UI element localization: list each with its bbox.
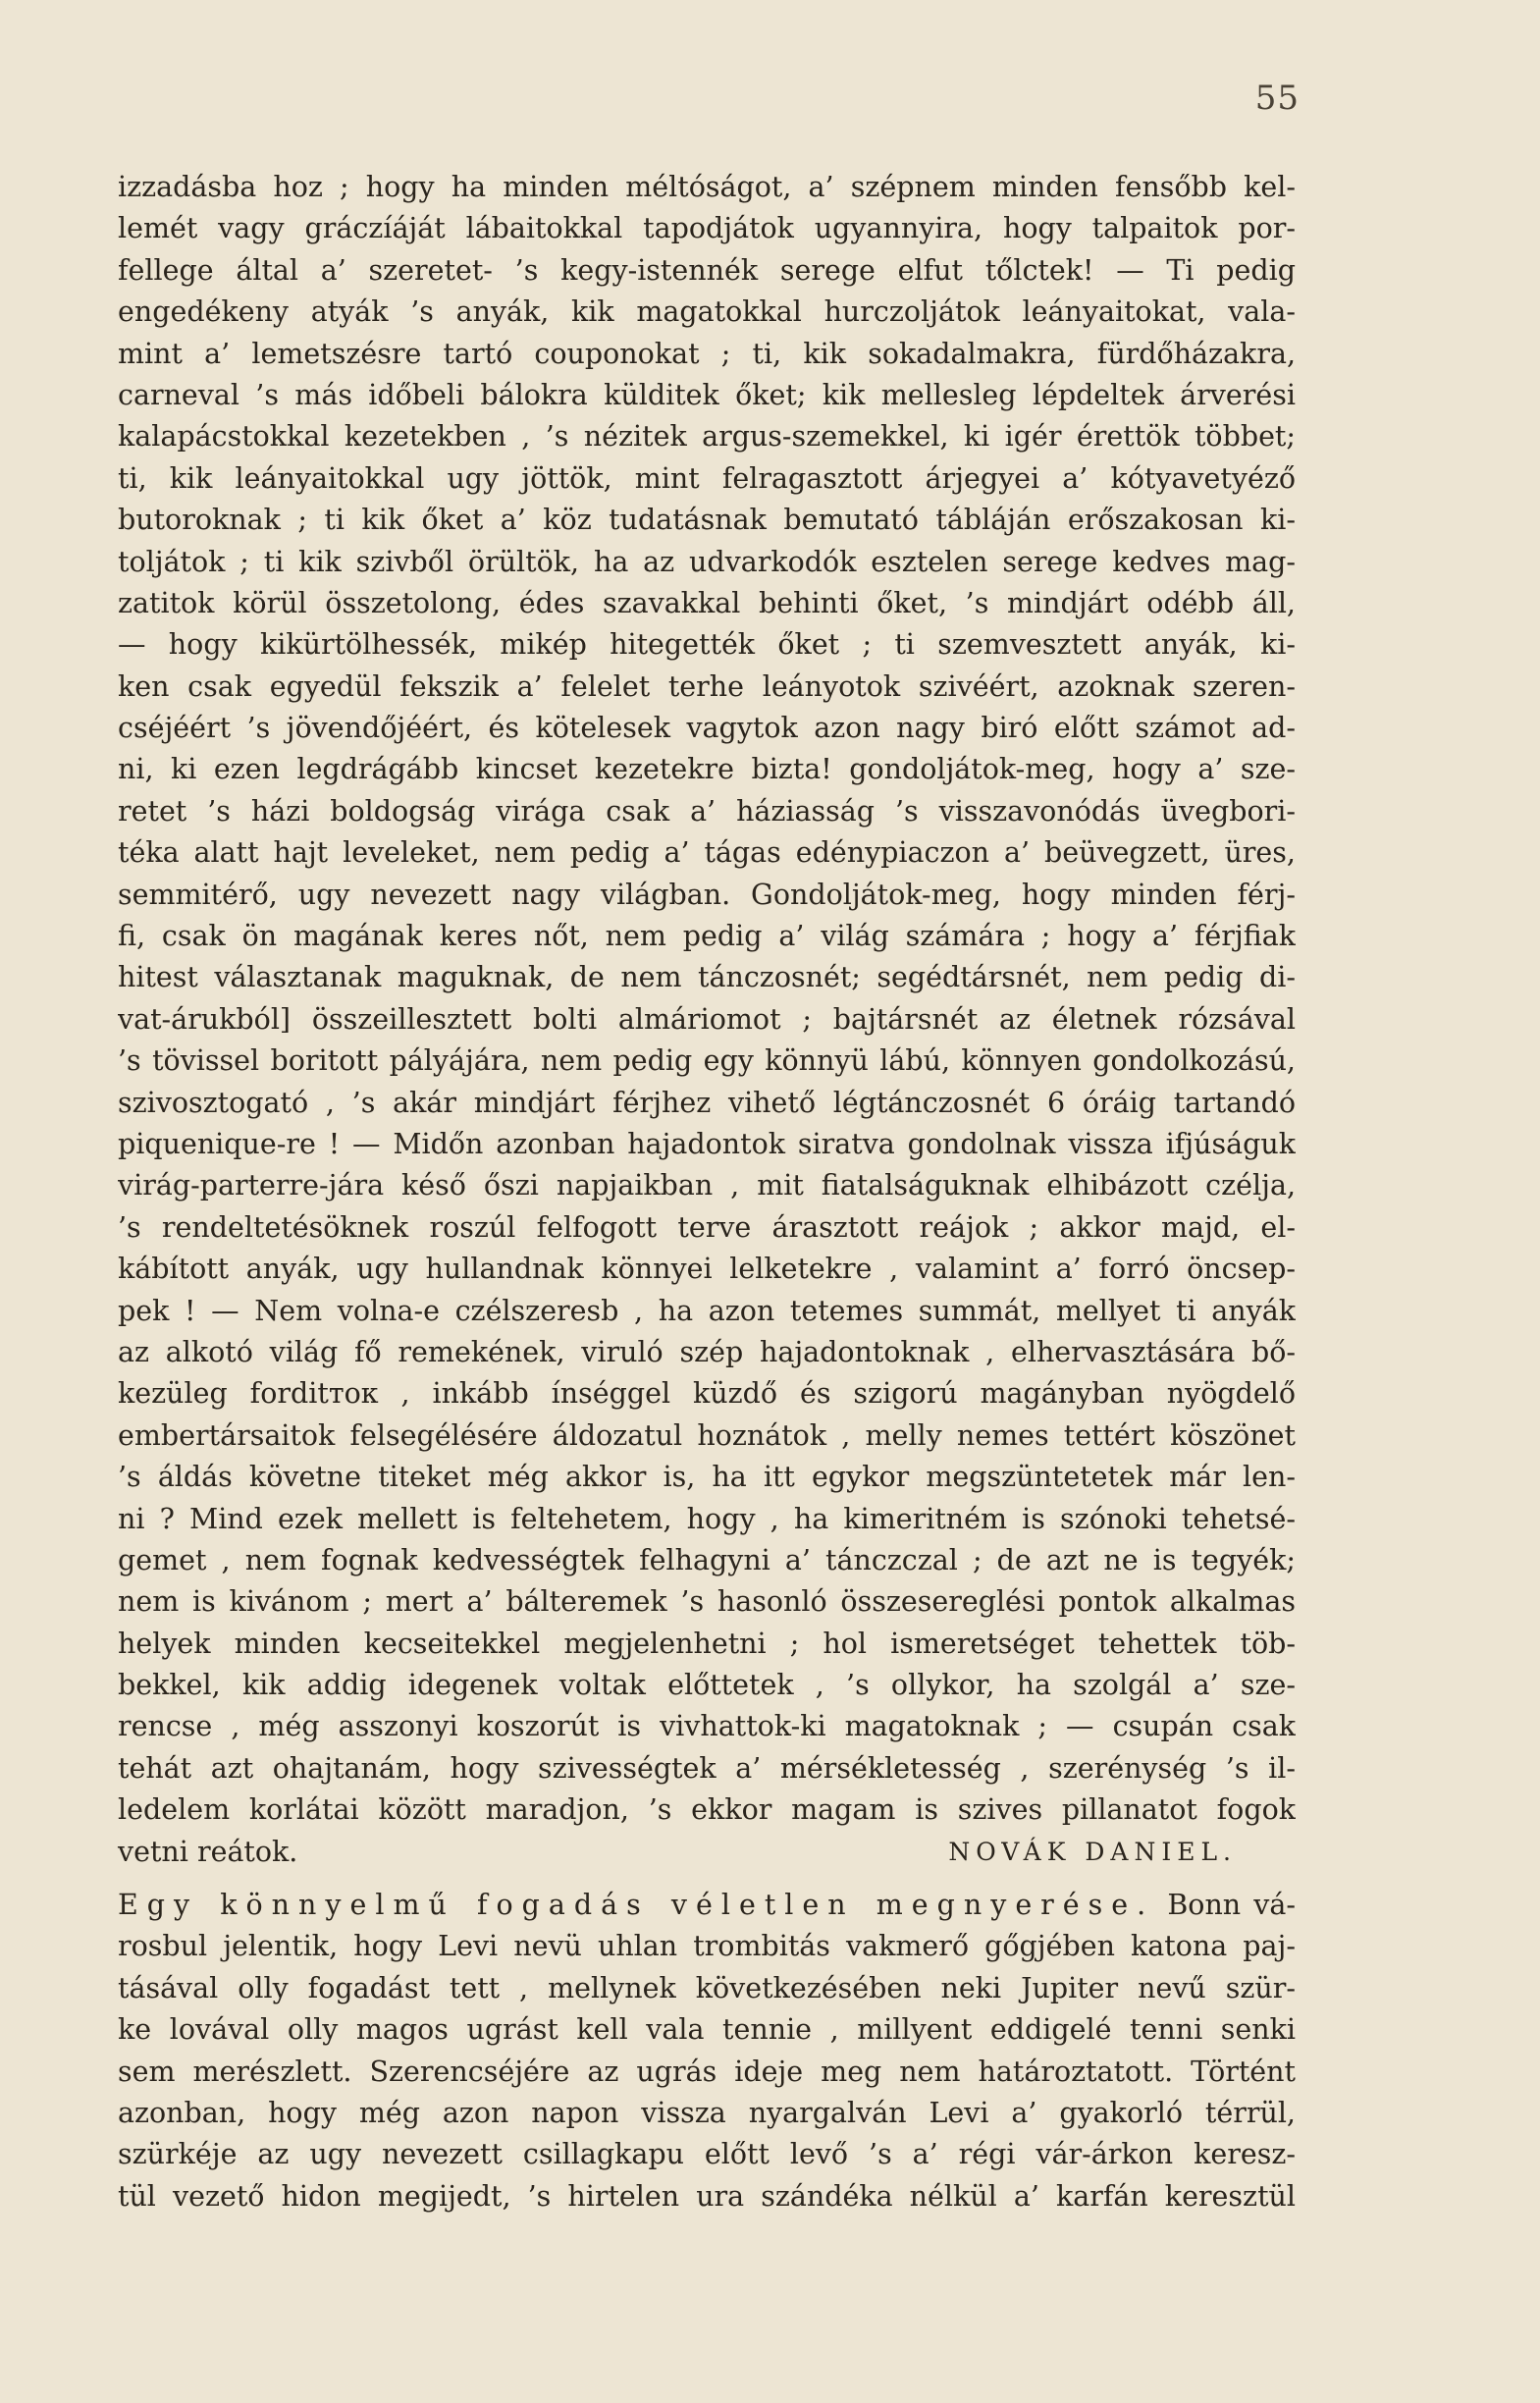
article-title-line (118, 1885, 1296, 1926)
text-line: ken csak egyedül fekszik a’ felelet terhe leányotok szivéért, azoknak szeren- (118, 669, 1296, 703)
text-line: fi, csak ön magának keres nőt, nem pedig a’ világ számára ; hogy a’ férjfiak (118, 920, 1296, 953)
text-line: virág-parterre-jára késő őszi napjaikban , mit fiatalságuknak elhibázott czélja, (118, 1169, 1296, 1202)
closing-text: vetni reátok. (118, 1835, 298, 1868)
text-line: téka alatt hajt leveleket, nem pedig a’ tágas edénypiaczon a’ beüvegzett, üres, (118, 836, 1296, 870)
article-title-rest: Bonn vá- (1167, 1889, 1296, 1922)
text-line: tül vezető hidon megijedt, ’s hirtelen ura szándéka nélkül a’ karfán keresztül (118, 2179, 1296, 2213)
article-closing-line (118, 1832, 1296, 1873)
text-line: azonban, hogy még azon napon vissza nyargalván Levi a’ gyakorló térrül, (118, 2096, 1296, 2129)
text-line: ke lovával olly magos ugrást kell vala tennie , millyent eddigelé tenni senki (118, 2013, 1296, 2047)
article-bet (118, 1885, 1296, 2217)
text-line: kezüleg forditток , inkább ínséggel küzdő és szigorú magányban nyögdelő (118, 1377, 1296, 1411)
article-novak (118, 167, 1296, 1832)
text-line: szürkéje az ugy nevezett csillagkapu előtt levő ’s a’ régi vár-árkon keresz- (118, 2138, 1296, 2171)
text-line: ti, kik leányaitokkal ugy jöttök, mint felragasztott árjegyei a’ kótyavetyéző (118, 461, 1296, 495)
text-line: fellege által a’ szeretet- ’s kegy-istennék serege elfut tőlctek! — Ti pedig (118, 253, 1296, 287)
text-line: retet ’s házi boldogság virága csak a’ háziasság ’s visszavonódás üvegbori- (118, 794, 1296, 828)
text-line: kábított anyák, ugy hullandnak könnyei lelketekre , valamint a’ forró öncsep- (118, 1253, 1296, 1286)
text-line: butoroknak ; ti kik őket a’ köz tudatásnak bemutató tábláján erőszakosan ki- (118, 504, 1296, 537)
text-line: tásával olly fogadást tett , mellynek következésében neki Jupiter nevű szür- (118, 1971, 1296, 2004)
page-text (118, 167, 1296, 2217)
text-line: ’s tövissel boritott pályájára, nem pedig egy könnyü lábú, könnyen gondolkozású, (118, 1044, 1296, 1078)
text-line: ni ? Mind ezek mellett is feltehetem, hogy , ha kimeritném is szónoki tehetsé- (118, 1502, 1296, 1535)
text-line: zatitok körül összetolong, édes szavakkal behinti őket, ’s mindjárt odébb áll, (118, 586, 1296, 619)
text-line: cséjéért ’s jövendőjéért, és kötelesek vagytok azon nagy biró előtt számot ad- (118, 712, 1296, 745)
text-line: — hogy kikürtölhessék, mikép hitegették őket ; ti szemvesztett anyák, ki- (118, 628, 1296, 662)
text-line: pek ! — Nem volna-e czélszeresb , ha azon tetemes summát, mellyet ti anyák (118, 1294, 1296, 1327)
text-line: toljátok ; ti kik szivből örültök, ha az udvarkodók esztelen serege kedves mag- (118, 545, 1296, 578)
text-line: nem is kivánom ; mert a’ bálteremek ’s hasonló összesereglési pontok alkalmas (118, 1585, 1296, 1619)
text-line: szivosztogató , ’s akár mindjárt férjhez vihető légtánczosnét 6 óráig tartandó (118, 1086, 1296, 1119)
text-line: kalapácstokkal kezetekben , ’s nézitek argus-szemekkel, ki igér érettök többet; (118, 420, 1296, 454)
text-line: engedékeny atyák ’s anyák, kik magatokkal hurczoljátok leányaitokat, vala- (118, 295, 1296, 329)
text-line: semmitérő, ugy nevezett nagy világban. Gondoljátok-meg, hogy minden férj- (118, 878, 1296, 911)
text-line: ni, ki ezen legdrágább kincset kezetekre bizta! gondoljátok-meg, hogy a’ sze- (118, 753, 1296, 786)
text-line: rosbul jelentik, hogy Levi nevü uhlan trombitás vakmerő gőgjében katona paj- (118, 1930, 1296, 1963)
text-line: tehát azt ohajtanám, hogy szivességtek a’ mérsékletesség , szerénység ’s il- (118, 1751, 1296, 1785)
text-line: vat-árukból] összeillesztett bolti almáriomot ; bajtársnét az életnek rózsával (118, 1002, 1296, 1036)
text-line: az alkotó világ fő remekének, viruló szép hajadontoknak , elhervasztására bő- (118, 1335, 1296, 1368)
article-title: Egy könnyelmű fogadás véletlen megnyerése. (118, 1889, 1155, 1922)
text-line: sem merészlett. Szerencséjére az ugrás ideje meg nem határoztatott. Történt (118, 2055, 1296, 2088)
text-line: helyek minden kecseitekkel megjelenhetni ; hol ismeretséget tehettek töb- (118, 1627, 1296, 1660)
text-line: rencse , még asszonyi koszorút is vivhattok-ki magatoknak ; — csupán csak (118, 1710, 1296, 1743)
text-line: mint a’ lemetszésre tartó couponokat ; ti, kik sokadalmakra, fürdőházakra, (118, 337, 1296, 370)
text-line: izzadásba hoz ; hogy ha minden méltóságot, a’ szépnem minden fensőbb kel- (118, 171, 1296, 203)
text-line: ’s rendeltetésöknek roszúl felfogott terve árasztott reájok ; akkor majd, el- (118, 1210, 1296, 1244)
text-line: carneval ’s más időbeli bálokra külditek őket; kik mellesleg lépdeltek árverési (118, 378, 1296, 411)
text-line: ledelem korlátai között maradjon, ’s ekkor magam is szives pillanatot fogok (118, 1793, 1296, 1827)
text-line: hitest választanak maguknak, de nem tánczosnét; segédtársnét, nem pedig di- (118, 961, 1296, 994)
text-line: bekkel, kik addig idegenek voltak előttetek , ’s ollykor, ha szolgál a’ sze- (118, 1669, 1296, 1702)
author-signature: NOVÁK DANIEL. (948, 1837, 1237, 1866)
page-number: 55 (1254, 79, 1300, 118)
text-line: piquenique-re ! — Midőn azonban hajadontok siratva gondolnak vissza ifjúságuk (118, 1127, 1296, 1160)
text-line: lemét vagy gráczíáját lábaitokkal tapodjátok ugyannyira, hogy talpaitok por- (118, 212, 1296, 245)
text-line: gemet , nem fognak kedvességtek felhagyni a’ tánczczal ; de azt ne is tegyék; (118, 1543, 1296, 1576)
text-line: embertársaitok felsegélésére áldozatul hoznátok , melly nemes tettért köszönet (118, 1418, 1296, 1452)
text-line: ’s áldás követne titeket még akkor is, ha itt egykor megszüntetetek már len- (118, 1461, 1296, 1494)
